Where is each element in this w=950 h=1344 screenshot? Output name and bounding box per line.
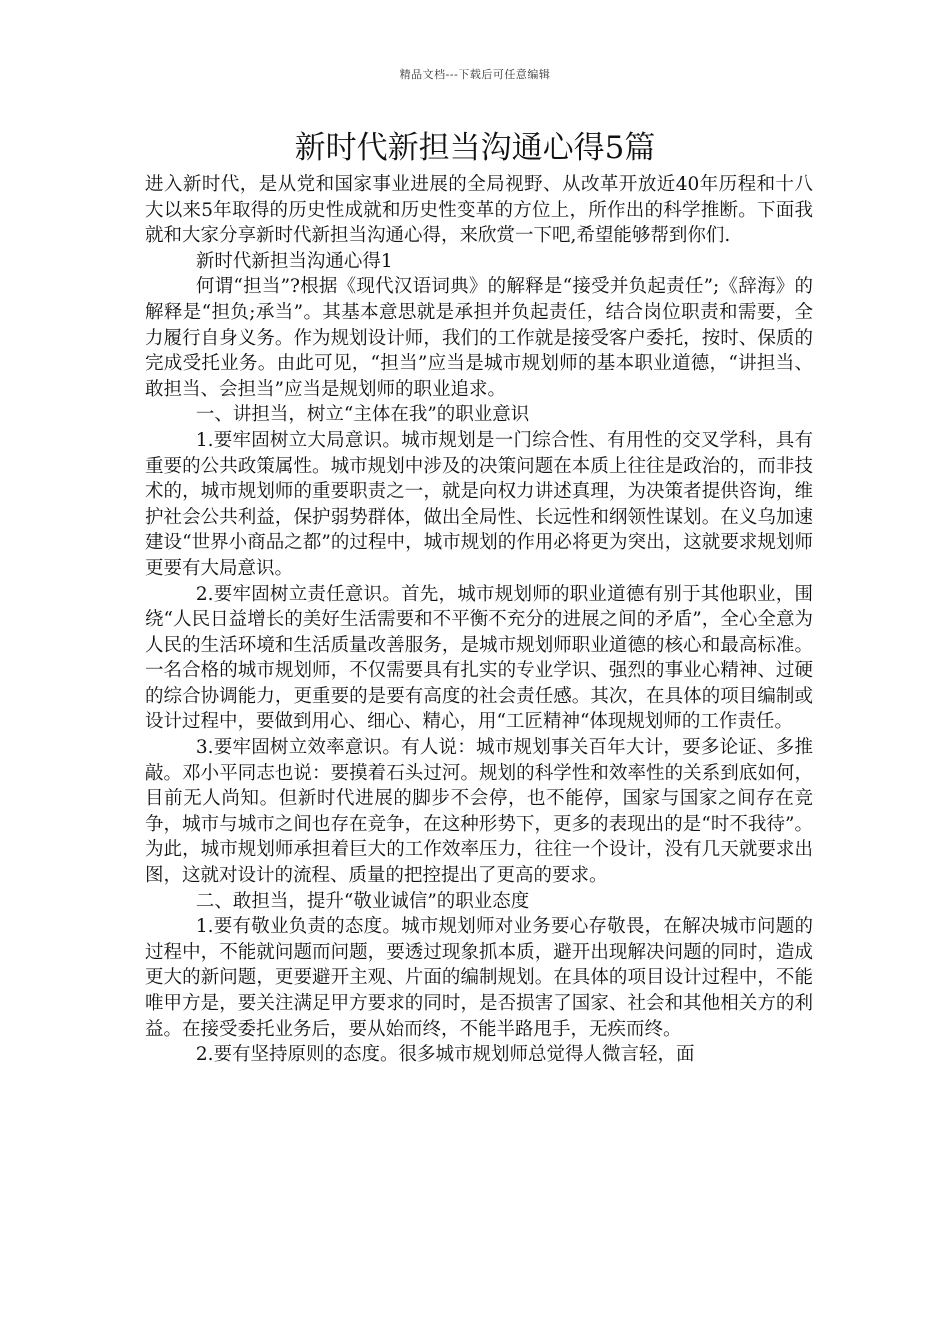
body-paragraph: 何谓“担当”?根据《现代汉语词典》的解释是“接受并负起责任”;《辞海》的解释是“担负;承当”。其基本意思就是承担并负起责任，结合岗位职责和需要，全力履行自身义务。作为规划设计师，我们的工作就是接受客户委托，按时、保质的完成受托业务。由此可见，“担当”应当是城市规划师的基本职业道德，“讲担当、敢担当、会担当”应当是规划师的职业追求。 [145, 276, 813, 400]
intro-paragraph: 进入新时代，是从党和国家事业进展的全局视野、从改革开放近40年历程和十八大以来5年取得的历史性成就和历史性变革的方位上，所作出的科学推断。下面我就和大家分享新时代新担当沟通心得，来欣赏一下吧,希望能够帮到你们. [145, 174, 813, 247]
header-note: 精品文档---下载后可任意编辑 [399, 68, 551, 81]
body-paragraph: 1.要有敬业负责的态度。城市规划师对业务要心存敬畏，在解决城市问题的过程中，不能就问题而问题，要透过现象抓本质，避开出现解决问题的同时，造成更大的新问题，更要避开主观、片面的编制规划。在具体的项目设计过程中，不能唯甲方是，要关注满足甲方要求的同时，是否损害了国家、社会和其他相关方的利益。在接受委托业务后，要从始而终，不能半路甩手，无疾而终。 [145, 916, 813, 1040]
document-body [145, 172, 813, 1068]
document-title: 新时代新担当沟通心得5篇 [294, 130, 656, 166]
subsection-heading: 一、讲担当，树立“主体在我”的职业意识 [195, 404, 530, 426]
subsection-heading: 二、敢担当，提升“敬业诚信”的职业态度 [195, 890, 530, 912]
body-paragraph: 2.要有坚持原则的态度。很多城市规划师总觉得人微言轻，面 [195, 1044, 695, 1066]
body-paragraph: 3.要牢固树立效率意识。有人说：城市规划事关百年大计，要多论证、多推敲。邓小平同志也说：要摸着石头过河。规划的科学性和效率性的关系到底如何，目前无人尚知。但新时代进展的脚步不会停，也不能停，国家与国家之间存在竞争，城市与城市之间也存在竞争，在这种形势下，更多的表现出的是“时不我待”。为此，城市规划师承担着巨大的工作效率压力，往往一个设计，没有几天就要求出图，这就对设计的流程、质量的把控提出了更高的要求。 [145, 737, 813, 887]
body-paragraph: 1.要牢固树立大局意识。城市规划是一门综合性、有用性的交叉学科，具有重要的公共政策属性。城市规划中涉及的决策问题在本质上往往是政治的，而非技术的，城市规划师的重要职责之一，就是向权力讲述真理，为决策者提供咨询，维护社会公共利益，保护弱势群体，做出全局性、长远性和纲领性谋划。在义乌加速建设“世界小商品之都”的过程中，城市规划的作用必将更为突出，这就要求规划师更要有大局意识。 [145, 429, 813, 579]
section-heading: 新时代新担当沟通心得1 [195, 250, 393, 272]
body-paragraph: 2.要牢固树立责任意识。首先，城市规划师的职业道德有别于其他职业，围绕“人民日益增长的美好生活需要和不平衡不充分的进展之间的矛盾”，全心全意为人民的生活环境和生活质量改善服务，是城市规划师职业道德的核心和最高标准。一名合格的城市规划师，不仅需要具有扎实的专业学识、强烈的事业心精神、过硬的综合协调能力，更重要的是要有高度的社会责任感。其次，在具体的项目编制或设计过程中，要做到用心、细心、精心，用“工匠精神“体现规划师的工作责任。 [145, 583, 813, 733]
